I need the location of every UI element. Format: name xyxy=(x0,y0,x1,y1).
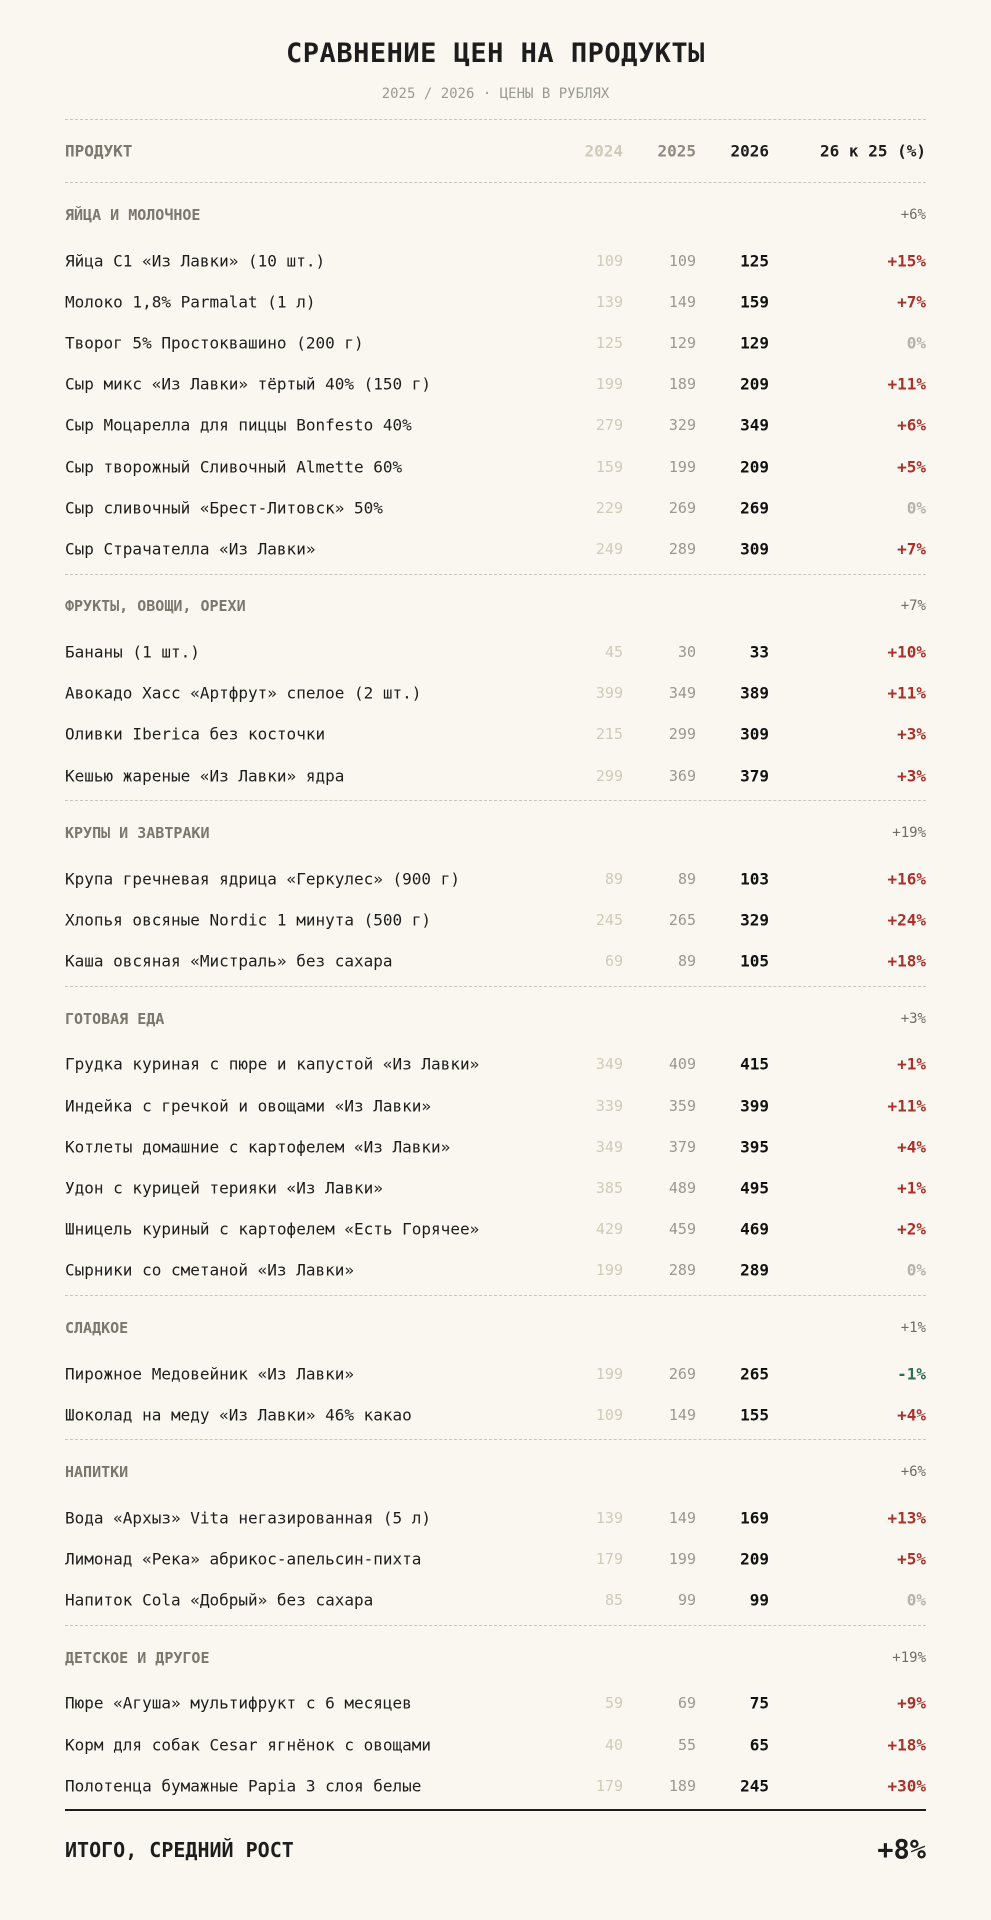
table-row xyxy=(65,858,926,899)
price-2024: 59 xyxy=(604,1694,623,1713)
price-2024: 349 xyxy=(595,1055,623,1074)
price-2026: 209 xyxy=(740,457,769,477)
table-row xyxy=(65,1085,926,1126)
table-row xyxy=(65,1497,926,1538)
header-product: ПРОДУКТ xyxy=(65,141,133,161)
category-header xyxy=(65,575,926,632)
product-name: Пирожное Медовейник «Из Лавки» xyxy=(65,1364,354,1384)
product-name: Сыр Страчателла «Из Лавки» xyxy=(65,539,316,559)
price-change: +30% xyxy=(887,1776,926,1796)
product-name: Кешью жареные «Из Лавки» ядра xyxy=(65,766,345,786)
table-row xyxy=(65,1126,926,1167)
total-row xyxy=(65,1811,926,1889)
price-change: +4% xyxy=(897,1405,926,1425)
price-2026: 395 xyxy=(740,1137,769,1157)
price-2024: 159 xyxy=(595,457,623,476)
category-change: +6% xyxy=(900,1464,926,1481)
price-2026: 159 xyxy=(740,292,769,312)
price-2026: 129 xyxy=(740,333,769,353)
product-name: Удон с курицей терияки «Из Лавки» xyxy=(65,1178,383,1198)
category-name: КРУПЫ И ЗАВТРАКИ xyxy=(65,824,210,843)
price-2026: 269 xyxy=(740,498,769,518)
price-change: +7% xyxy=(897,539,926,559)
price-2025: 265 xyxy=(668,911,696,930)
table-row xyxy=(65,1044,926,1085)
price-2025: 349 xyxy=(668,684,696,703)
table-row xyxy=(65,528,926,569)
price-2025: 149 xyxy=(668,1508,696,1527)
category-header xyxy=(65,1296,926,1353)
price-2024: 109 xyxy=(595,251,623,270)
product-name: Шоколад на меду «Из Лавки» 46% какао xyxy=(65,1405,412,1425)
header-2025: 2025 xyxy=(657,141,696,161)
price-change: -1% xyxy=(897,1364,926,1384)
category-header xyxy=(65,987,926,1044)
price-change: +18% xyxy=(887,951,926,971)
product-name: Сыр творожный Сливочный Almette 60% xyxy=(65,457,403,477)
product-name: Вода «Архыз» Vita негазированная (5 л) xyxy=(65,1508,432,1528)
category-group xyxy=(65,801,926,986)
header-2024: 2024 xyxy=(584,141,623,161)
product-name: Сыр Моцарелла для пиццы Bonfesto 40% xyxy=(65,415,412,435)
product-name: Корм для собак Cesar ягнёнок с овощами xyxy=(65,1735,432,1755)
price-2026: 75 xyxy=(749,1693,769,1713)
product-name: Индейка с гречкой и овощами «Из Лавки» xyxy=(65,1096,432,1116)
price-2026: 155 xyxy=(740,1405,769,1425)
category-group xyxy=(65,183,926,574)
total-label: ИТОГО, СРЕДНИЙ РОСТ xyxy=(65,1838,294,1863)
price-2026: 469 xyxy=(740,1219,769,1239)
category-change: +1% xyxy=(900,1319,926,1336)
price-2024: 299 xyxy=(595,766,623,785)
price-2026: 389 xyxy=(740,683,769,703)
product-name: Напиток Cola «Добрый» без сахара xyxy=(65,1590,374,1610)
price-2026: 415 xyxy=(740,1054,769,1074)
table-row xyxy=(65,1353,926,1394)
category-name: НАПИТКИ xyxy=(65,1463,129,1482)
price-table xyxy=(65,119,926,1889)
product-name: Грудка куриная с пюре и капустой «Из Лавки» xyxy=(65,1054,480,1074)
price-2025: 55 xyxy=(677,1735,696,1754)
category-change: +7% xyxy=(900,598,926,615)
table-row xyxy=(65,281,926,322)
table-row xyxy=(65,899,926,940)
page-subtitle: 2025 / 2026 · ЦЕНЫ В РУБЛЯХ xyxy=(381,86,610,102)
price-change: +7% xyxy=(897,292,926,312)
price-2024: 385 xyxy=(595,1178,623,1197)
table-row xyxy=(65,714,926,755)
price-2025: 289 xyxy=(668,539,696,558)
table-row xyxy=(65,632,926,673)
product-name: Авокадо Хасс «Артфрут» спелое (2 шт.) xyxy=(65,683,422,703)
table-row xyxy=(65,1539,926,1580)
price-2026: 169 xyxy=(740,1508,769,1528)
category-name: ДЕТСКОЕ И ДРУГОЕ xyxy=(65,1648,210,1667)
category-group xyxy=(65,1626,926,1807)
product-name: Сырники со сметаной «Из Лавки» xyxy=(65,1260,354,1280)
table-row xyxy=(65,1209,926,1250)
price-2024: 109 xyxy=(595,1405,623,1424)
price-2024: 40 xyxy=(604,1735,623,1754)
price-2026: 209 xyxy=(740,1549,769,1569)
price-2024: 139 xyxy=(595,1508,623,1527)
category-group xyxy=(65,987,926,1295)
price-2025: 99 xyxy=(677,1591,696,1610)
price-change: +5% xyxy=(897,1549,926,1569)
price-change: +11% xyxy=(887,374,926,394)
price-2025: 89 xyxy=(677,952,696,971)
product-name: Яйца С1 «Из Лавки» (10 шт.) xyxy=(65,251,326,271)
price-2024: 85 xyxy=(604,1591,623,1610)
category-name: ГОТОВАЯ ЕДА xyxy=(65,1009,165,1028)
price-2024: 229 xyxy=(595,498,623,517)
price-2024: 139 xyxy=(595,292,623,311)
total-value: +8% xyxy=(877,1834,926,1866)
price-2024: 245 xyxy=(595,911,623,930)
price-2026: 329 xyxy=(740,910,769,930)
price-change: +24% xyxy=(887,910,926,930)
price-2026: 65 xyxy=(749,1735,769,1755)
price-change: +9% xyxy=(897,1693,926,1713)
category-change: +3% xyxy=(900,1010,926,1027)
table-header xyxy=(65,120,926,182)
table-row xyxy=(65,755,926,796)
price-change: +5% xyxy=(897,457,926,477)
price-change: +2% xyxy=(897,1219,926,1239)
price-2025: 269 xyxy=(668,1364,696,1383)
price-2024: 45 xyxy=(604,643,623,662)
price-2024: 349 xyxy=(595,1137,623,1156)
table-row xyxy=(65,1167,926,1208)
product-name: Молоко 1,8% Parmalat (1 л) xyxy=(65,292,316,312)
price-2026: 103 xyxy=(740,869,769,889)
table-row xyxy=(65,1683,926,1724)
price-change: +1% xyxy=(897,1178,926,1198)
price-change: +11% xyxy=(887,1096,926,1116)
price-2025: 199 xyxy=(668,457,696,476)
price-2024: 125 xyxy=(595,333,623,352)
price-2024: 199 xyxy=(595,1364,623,1383)
price-2025: 149 xyxy=(668,292,696,311)
price-2026: 289 xyxy=(740,1260,769,1280)
product-name: Сыр микс «Из Лавки» тёртый 40% (150 г) xyxy=(65,374,432,394)
price-2024: 249 xyxy=(595,539,623,558)
price-2025: 329 xyxy=(668,416,696,435)
table-row xyxy=(65,240,926,281)
price-2024: 339 xyxy=(595,1096,623,1115)
price-change: +16% xyxy=(887,869,926,889)
category-header xyxy=(65,1626,926,1683)
price-2025: 359 xyxy=(668,1096,696,1115)
price-change: +1% xyxy=(897,1054,926,1074)
price-2024: 199 xyxy=(595,375,623,394)
category-change: +6% xyxy=(900,206,926,223)
price-2024: 279 xyxy=(595,416,623,435)
category-header xyxy=(65,183,926,240)
price-change: +4% xyxy=(897,1137,926,1157)
price-2024: 89 xyxy=(604,869,623,888)
price-2025: 199 xyxy=(668,1550,696,1569)
table-row xyxy=(65,364,926,405)
table-row xyxy=(65,446,926,487)
product-name: Хлопья овсяные Nordic 1 минута (500 г) xyxy=(65,910,432,930)
category-group xyxy=(65,575,926,801)
price-change: +3% xyxy=(897,724,926,744)
category-change: +19% xyxy=(892,825,926,842)
category-header xyxy=(65,1440,926,1497)
product-name: Бананы (1 шт.) xyxy=(65,642,200,662)
price-change: 0% xyxy=(906,1260,926,1280)
price-2025: 149 xyxy=(668,1405,696,1424)
price-change: +3% xyxy=(897,766,926,786)
product-name: Творог 5% Простоквашино (200 г) xyxy=(65,333,364,353)
header-change: 26 к 25 (%) xyxy=(820,141,926,161)
header-2026: 2026 xyxy=(730,141,769,161)
product-name: Крупа гречневая ядрица «Геркулес» (900 г) xyxy=(65,869,460,889)
table-row xyxy=(65,487,926,528)
price-2024: 179 xyxy=(595,1550,623,1569)
page-title: СРАВНЕНИЕ ЦЕН НА ПРОДУКТЫ xyxy=(286,38,705,69)
price-2026: 495 xyxy=(740,1178,769,1198)
price-2026: 399 xyxy=(740,1096,769,1116)
table-row xyxy=(65,1250,926,1291)
price-2025: 299 xyxy=(668,725,696,744)
table-row xyxy=(65,941,926,982)
category-name: ЯЙЦА И МОЛОЧНОЕ xyxy=(65,205,201,224)
table-row xyxy=(65,1765,926,1806)
price-2026: 33 xyxy=(749,642,769,662)
product-name: Пюре «Агуша» мультифрукт с 6 месяцев xyxy=(65,1693,412,1713)
price-change: +13% xyxy=(887,1508,926,1528)
price-2025: 459 xyxy=(668,1220,696,1239)
price-2025: 30 xyxy=(677,643,696,662)
price-change: +11% xyxy=(887,683,926,703)
table-row xyxy=(65,1580,926,1621)
price-change: +18% xyxy=(887,1735,926,1755)
price-2024: 179 xyxy=(595,1776,623,1795)
price-2024: 429 xyxy=(595,1220,623,1239)
price-2026: 265 xyxy=(740,1364,769,1384)
product-name: Сыр сливочный «Брест-Литовск» 50% xyxy=(65,498,383,518)
price-change: 0% xyxy=(906,1590,926,1610)
price-2025: 109 xyxy=(668,251,696,270)
price-2024: 215 xyxy=(595,725,623,744)
price-2025: 409 xyxy=(668,1055,696,1074)
price-2025: 289 xyxy=(668,1261,696,1280)
price-2026: 245 xyxy=(740,1776,769,1796)
table-row xyxy=(65,673,926,714)
price-2025: 379 xyxy=(668,1137,696,1156)
product-name: Шницель куриный с картофелем «Есть Горячее» xyxy=(65,1219,480,1239)
price-2025: 369 xyxy=(668,766,696,785)
product-name: Оливки Iberica без косточки xyxy=(65,724,326,744)
price-change: 0% xyxy=(906,498,926,518)
table-row xyxy=(65,405,926,446)
price-change: +15% xyxy=(887,251,926,271)
price-2026: 105 xyxy=(740,951,769,971)
category-group xyxy=(65,1296,926,1439)
product-name: Полотенца бумажные Papia 3 слоя белые xyxy=(65,1776,422,1796)
price-change: +6% xyxy=(897,415,926,435)
product-name: Каша овсяная «Мистраль» без сахара xyxy=(65,951,393,971)
price-2025: 69 xyxy=(677,1694,696,1713)
price-2024: 199 xyxy=(595,1261,623,1280)
price-change: +10% xyxy=(887,642,926,662)
product-name: Котлеты домашние с картофелем «Из Лавки» xyxy=(65,1137,451,1157)
price-2026: 349 xyxy=(740,415,769,435)
category-group xyxy=(65,1440,926,1625)
price-2025: 89 xyxy=(677,869,696,888)
price-2026: 309 xyxy=(740,539,769,559)
price-2026: 379 xyxy=(740,766,769,786)
price-2026: 125 xyxy=(740,251,769,271)
price-2025: 189 xyxy=(668,1776,696,1795)
table-row xyxy=(65,1724,926,1765)
price-change: 0% xyxy=(906,333,926,353)
price-2025: 129 xyxy=(668,333,696,352)
price-2024: 399 xyxy=(595,684,623,703)
groups-container xyxy=(65,183,926,1806)
price-2026: 309 xyxy=(740,724,769,744)
table-row xyxy=(65,1394,926,1435)
price-2025: 269 xyxy=(668,498,696,517)
price-2025: 189 xyxy=(668,375,696,394)
category-name: ФРУКТЫ, ОВОЩИ, ОРЕХИ xyxy=(65,597,246,616)
price-2026: 99 xyxy=(749,1590,769,1610)
price-2025: 489 xyxy=(668,1178,696,1197)
product-name: Лимонад «Река» абрикос-апельсин-пихта xyxy=(65,1549,422,1569)
price-2024: 69 xyxy=(604,952,623,971)
category-change: +19% xyxy=(892,1649,926,1666)
category-header xyxy=(65,801,926,858)
category-name: СЛАДКОЕ xyxy=(65,1318,129,1337)
price-2026: 209 xyxy=(740,374,769,394)
table-row xyxy=(65,322,926,363)
